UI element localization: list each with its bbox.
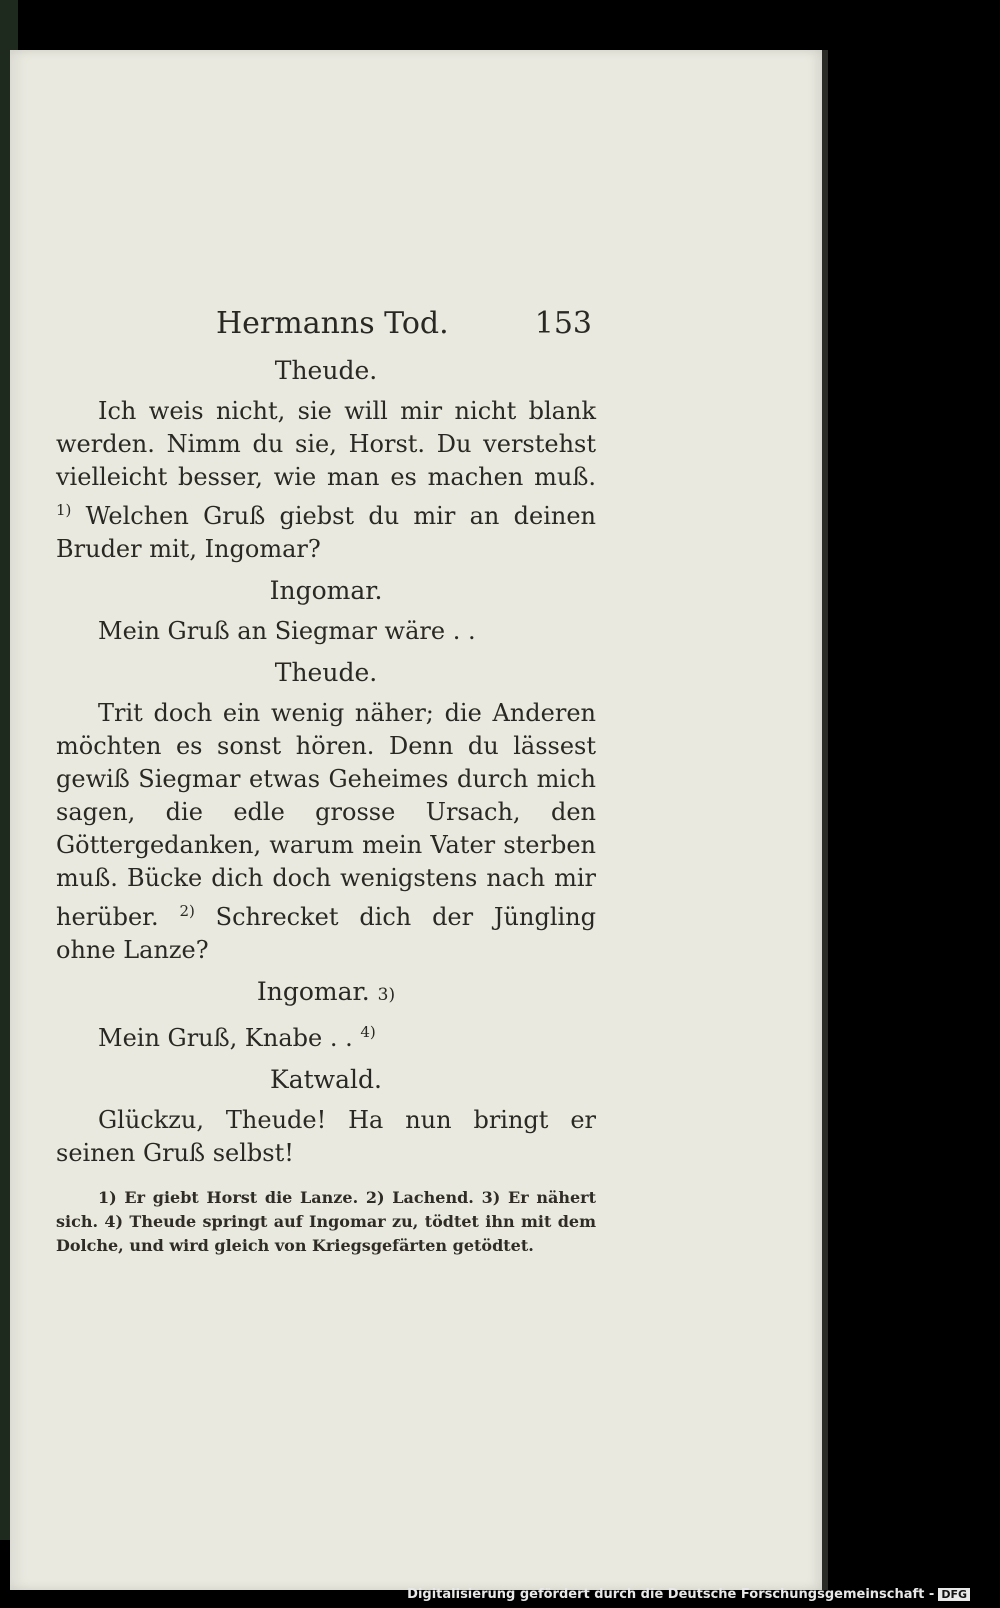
speech-text: Ich weis nicht, sie will mir nicht blank werden. Nimm du sie, Horst. Du verstehst vielleicht besser, wie man es machen muß. $^{1)}$ Welchen Gruß giebst du mir an deinen Bruder mit, Ingomar? bbox=[56, 397, 596, 563]
dfg-logo: DFG bbox=[938, 1588, 970, 1601]
footnote-text: 1) Er giebt Horst die Lanze. 2) Lachend. 3) Er nähert sich. 4) Theude springt auf Ingomar zu, tödtet ihn mit dem Dolche, und wird gleich von Kriegsgefärten getödtet. bbox=[56, 1188, 596, 1255]
footnotes bbox=[56, 1186, 596, 1258]
page-edge-shadow bbox=[822, 50, 828, 1590]
speech-text: Glückzu, Theude! Ha nun bringt er seinen Gruß selbst! bbox=[56, 1106, 596, 1167]
speaker-label: Theude. bbox=[274, 658, 378, 687]
footnote-ref: 3) bbox=[377, 985, 396, 1005]
running-title: Hermanns Tod. bbox=[216, 306, 449, 341]
speech-text: Mein Gruß an Siegmar wäre . . bbox=[98, 617, 476, 645]
book-page bbox=[10, 50, 822, 1590]
speaker-label: Ingomar. bbox=[269, 576, 383, 605]
speaker-label: Katwald. bbox=[270, 1065, 382, 1094]
footnote-ref: 4) bbox=[360, 1023, 376, 1041]
footnote-ref: 1) bbox=[56, 501, 72, 519]
speaker-label: Ingomar. 3) bbox=[256, 977, 396, 1006]
speaker-label: Theude. bbox=[274, 356, 378, 385]
digitization-credit bbox=[407, 1587, 970, 1602]
speech-text: Trit doch ein wenig näher; die Anderen möchten es sonst hören. Denn du lässest gewiß Siegmar etwas Geheimes durch mich sagen, die edle grosse Ursach, den Göttergedanken, warum mein Vater sterben muß. Bücke dich doch wenigstens nach mir herüber. $^{2)}$ Schrecket dich der Jüngling ohne Lanze? bbox=[56, 699, 596, 964]
credit-text: Digitalisierung gefördert durch die Deutsche Forschungsgemeinschaft - bbox=[407, 1587, 935, 1602]
page-number: 153 bbox=[534, 306, 592, 341]
running-head bbox=[56, 300, 596, 348]
speech-text: Mein Gruß, Knabe . . $^{4)}$ bbox=[98, 1023, 376, 1052]
page-content bbox=[56, 300, 596, 1258]
footnote-ref: 2) bbox=[179, 902, 195, 920]
